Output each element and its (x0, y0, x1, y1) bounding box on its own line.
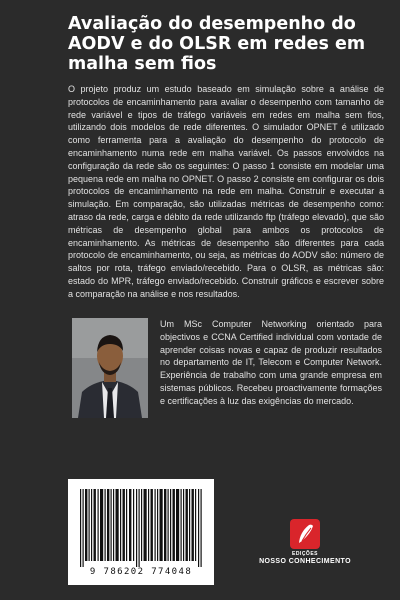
publisher-logo-icon (290, 519, 320, 549)
book-abstract: O projeto produz um estudo baseado em simulação sobre a análise de protocolos de encaminhamento para avaliar o desempenho com tamanho de rede variável e tipos de tráfego variáveis em redes em malha sem fios, utilizando dois modelos de rede diferentes. O simulador OPNET é utilizado como ferramenta para a avaliação do desempenho do protocolo de encaminhamento numa rede em malha variável. Os passos envolvidos na configuração da rede são os seguintes: O passo 1 consiste em modelar uma pequena rede em malha no OPNET. O passo 2 consiste em configurar os dois protocolos de encaminhamento na rede em malha. Construir e executar a simulação. Em comparação, são utilizadas métricas de desempenho como: atraso da rede, carga e débito da rede utilizando ftp (tráfego elevado), que são métricas de desempenho global para ambos os protocolos de encaminhamento. As métricas de desempenho são diferentes para cada protocolo de encaminhamento, ou seja, as métricas do AODV são: número de saltos por rota, tráfego enviado/recebido. Para o OLSR, as métricas são: estado do MPR, tráfego enviado/recebido. Construir gráficos e escrever sobre a comparação na análise e nos resultados. (68, 84, 384, 299)
isbn-number: 9 786202 774048 (89, 567, 193, 577)
barcode-bars-graphic (78, 489, 204, 567)
book-title: Avaliação do desempenho do AODV e do OLSR em redes em malha sem fios (68, 14, 366, 74)
author-photo (72, 318, 148, 418)
author-bio: Um MSc Computer Networking orientado para objectivos e CCNA Certified individual com vontade de aprender coisas novas e capaz de produzir resultados no departamento de IT, Telecom e Computer Network. Experiência de trabalho com uma grande empresa em sistemas públicos. Recebeu proactivamente formações e certificações à luz das exigências do mercado. (160, 319, 382, 406)
publisher-label: NOSSO CONHECIMENTO (259, 558, 351, 565)
publisher-label-top: EDIÇÕES (291, 551, 318, 557)
isbn-barcode (68, 479, 214, 585)
